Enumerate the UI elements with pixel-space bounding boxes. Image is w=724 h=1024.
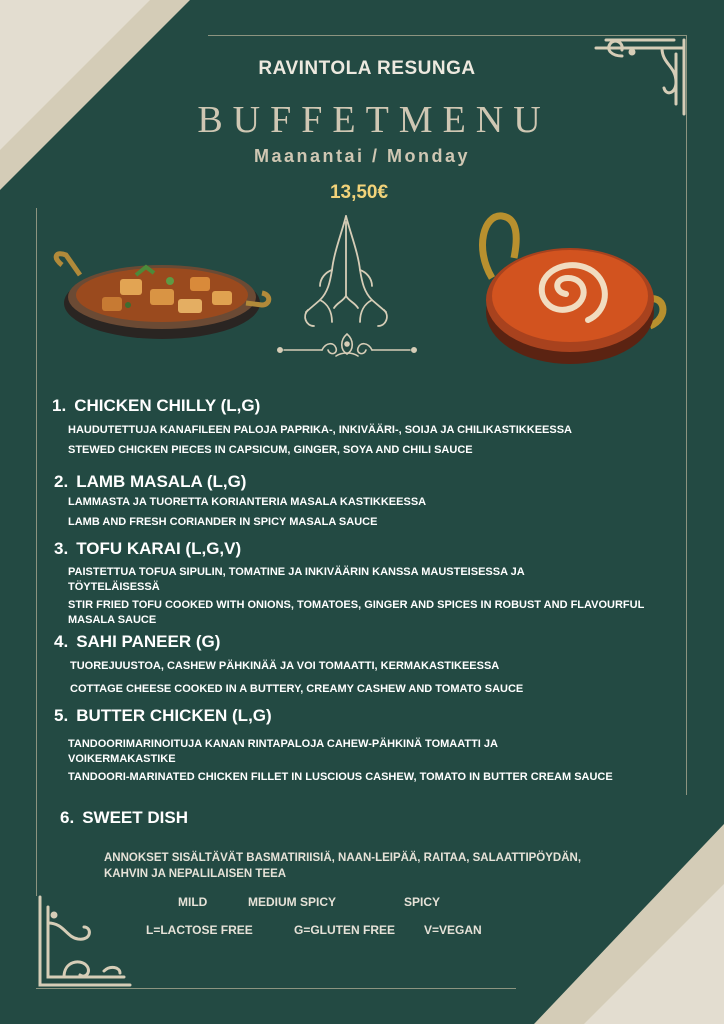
legend-gluten: G=GLUTEN FREE (294, 923, 396, 937)
item-description-fi: HAUDUTETTUJA KANAFILEEN PALOJA PAPRIKA-, INKIVÄÄRI-, SOIJA JA CHILIKASTIKKEESSA (68, 424, 572, 436)
item-description-en: STEWED CHICKEN PIECES IN CAPSICUM, GINGER, SOYA AND CHILI SAUCE (68, 444, 473, 456)
menu-day: Maanantai / Monday (253, 146, 471, 166)
menu-item-title (60, 808, 188, 828)
ornament-divider-icon (276, 330, 418, 360)
item-number: 4. (54, 632, 69, 651)
menu-item-title (54, 706, 272, 726)
included-note-line2: KAHVIN JA NEPALILAISEN TEEA (104, 868, 287, 880)
menu-item-title (54, 539, 241, 559)
praying-hands-icon (298, 212, 394, 334)
item-name: SWEET DISH (82, 808, 188, 827)
item-name: LAMB MASALA (L,G) (76, 472, 247, 491)
item-number: 3. (54, 539, 69, 558)
buffet-price: 13,50€ (329, 182, 389, 203)
menu-item-title (52, 396, 260, 416)
item-description-en: TANDOORI-MARINATED CHICKEN FILLET IN LUSCIOUS CASHEW, TOMATO IN BUTTER CREAM SAUCE (68, 771, 613, 783)
menu-item-title (54, 632, 220, 652)
page-title: BUFFETMENU (197, 99, 551, 141)
item-description-fi: LAMMASTA JA TUORETTA KORIANTERIA MASALA KASTIKKEESSA (68, 496, 427, 508)
menu-item-title (54, 472, 246, 492)
spice-level-mild: MILD (178, 895, 208, 909)
item-name: SAHI PANEER (G) (76, 632, 221, 651)
restaurant-name: RAVINTOLA RESUNGA (258, 58, 476, 79)
item-number: 2. (54, 472, 69, 491)
spice-level-spicy: SPICY (404, 895, 441, 909)
item-name: BUTTER CHICKEN (L,G) (76, 706, 272, 725)
legend-lactose: L=LACTOSE FREE (146, 923, 253, 937)
legend-vegan: V=VEGAN (424, 923, 482, 937)
corner-ornament-icon (34, 893, 134, 991)
item-description-en: LAMB AND FRESH CORIANDER IN SPICY MASALA SAUCE (68, 516, 378, 528)
butter-chicken-image (474, 208, 668, 370)
item-name: CHICKEN CHILLY (L,G) (74, 396, 261, 415)
item-number: 1. (52, 396, 67, 415)
item-name: TOFU KARAI (L,G,V) (76, 539, 242, 558)
item-description-fi: TUOREJUUSTOA, CASHEW PÄHKINÄÄ JA VOI TOMAATTI, KERMAKASTIKEESSA (70, 660, 500, 672)
paneer-dish-image (50, 245, 272, 345)
item-number: 5. (54, 706, 69, 725)
item-description-en: STIR FRIED TOFU COOKED WITH ONIONS, TOMATOES, GINGER AND SPICES IN ROBUST AND FLAVOURFUL MASALA SAUCE (68, 599, 645, 626)
item-description-en: COTTAGE CHEESE COOKED IN A BUTTERY, CREAMY CASHEW AND TOMATO SAUCE (70, 683, 524, 695)
frame-line-left (36, 208, 37, 896)
spice-level-medium: MEDIUM SPICY (248, 895, 337, 909)
item-number: 6. (60, 808, 75, 827)
item-description-fi: TANDOORIMARINOITUJA KANAN RINTAPALOJA CAHEW-PÄHKINÄ TOMAATTI JA VOIKERMAKASTIKE (68, 738, 498, 765)
included-note-line1: ANNOKSET SISÄLTÄVÄT BASMATIRIISIÄ, NAAN-LEIPÄÄ, RAITAA, SALAATTIPÖYDÄN, (104, 852, 582, 864)
item-description-fi: PAISTETTUA TOFUA SIPULIN, TOMATINE JA INKIVÄÄRIN KANSSA MAUSTEISESSA JA TÖYTELÄISESSÄ (68, 566, 525, 593)
